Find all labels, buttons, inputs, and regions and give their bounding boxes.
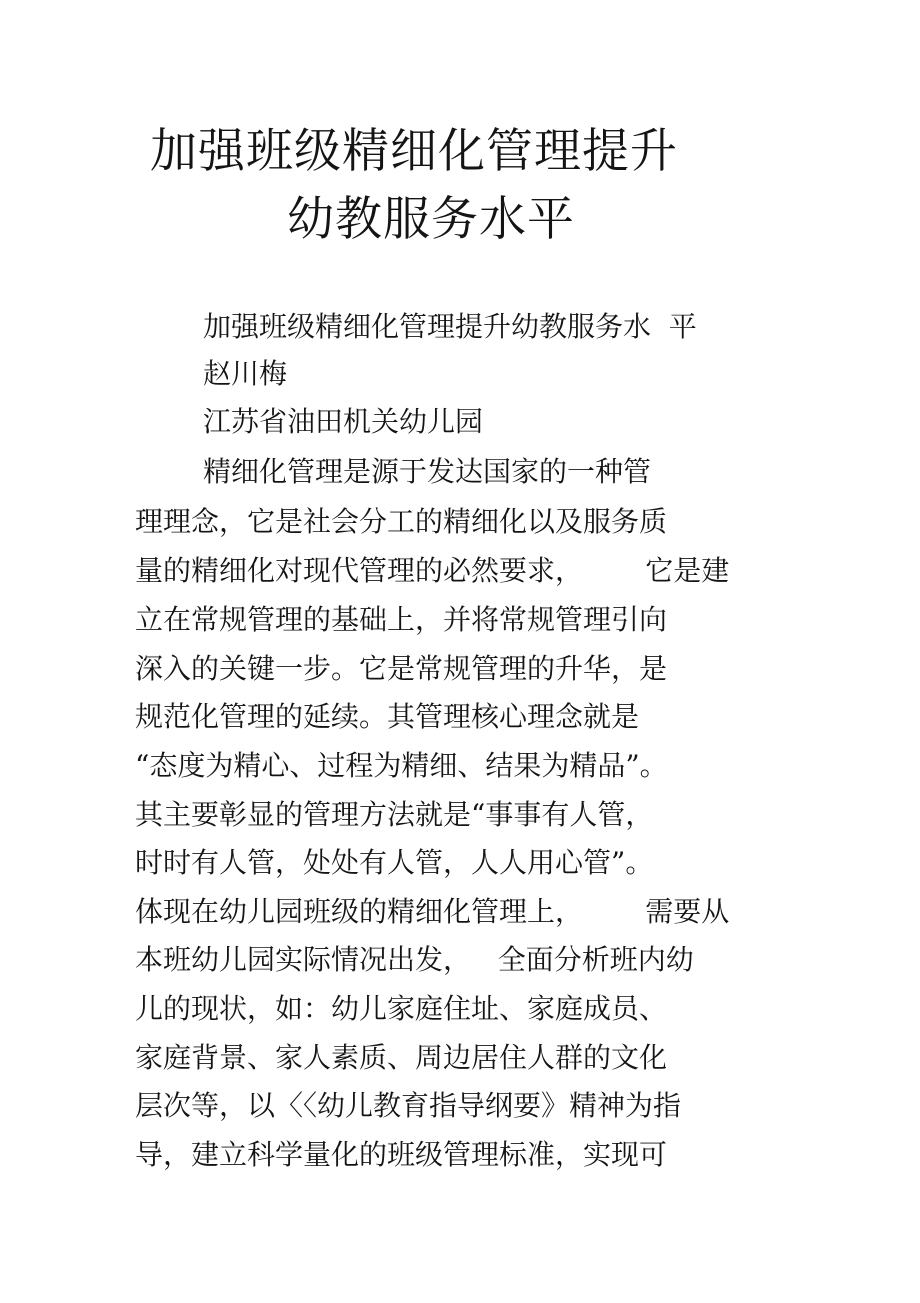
body-line: 儿的现状，如：幼儿家庭住址、家庭成员、 — [135, 992, 668, 1025]
body-line: 体现在幼儿园班级的精细化管理上， 需要从 — [135, 895, 730, 928]
body-line: 规范化管理的延续。其管理核心理念就是 — [135, 700, 640, 733]
body-line: 时时有人管，处处有人管，人人用心管”。 — [135, 846, 654, 879]
body-line: 理理念，它是社会分工的精细化以及服务质 — [135, 505, 668, 538]
author-affiliation: 江苏省油田机关幼儿园 — [203, 405, 484, 438]
body-line: 家庭背景、家人素质、周边居住人群的文化 — [135, 1041, 668, 1074]
body-line: 量的精细化对现代管理的必然要求， 它是建 — [135, 554, 730, 587]
body-line: “态度为精心、过程为精细、结果为精品”。 — [135, 749, 668, 782]
body-line: 导，建立科学量化的班级管理标准，实现可 — [135, 1138, 668, 1171]
document-title-line-1: 加强班级精细化管理提升 — [150, 124, 678, 179]
body-line: 其主要彰显的管理方法就是“事事有人管， — [135, 798, 654, 831]
repeat-title: 加强班级精细化管理提升幼教服务水 平 — [203, 310, 697, 343]
document-title-line-2: 幼教服务水平 — [287, 192, 575, 247]
body-line: 立在常规管理的基础上，并将常规管理引向 — [135, 603, 668, 636]
body-line: 深入的关键一步。它是常规管理的升华，是 — [135, 652, 668, 685]
body-line: 层次等，以〈〈幼儿教育指导纲要》精神为指 — [135, 1089, 682, 1122]
body-line: 本班幼儿园实际情况出发， 全面分析班内幼 — [135, 943, 694, 976]
body-line: 精细化管理是源于发达国家的一种管 — [203, 455, 652, 488]
author-name: 赵川梅 — [203, 357, 288, 390]
